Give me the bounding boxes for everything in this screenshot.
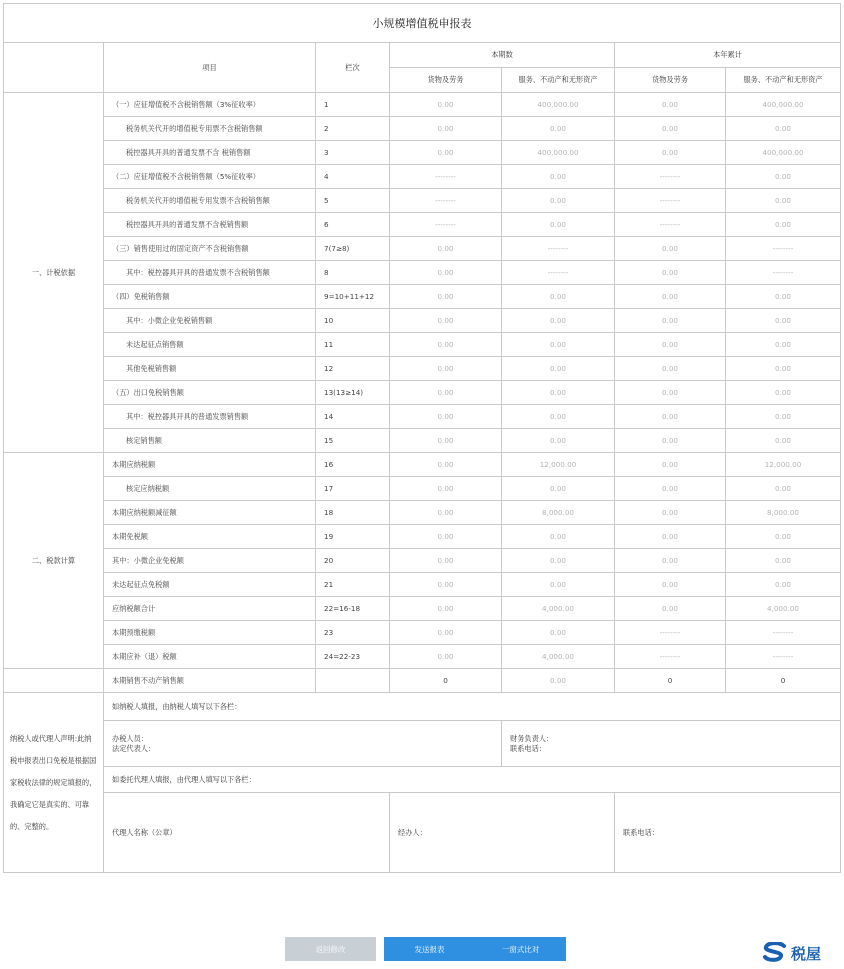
value-cell[interactable]: 0.00 (390, 333, 502, 357)
section-basis: 一、计税依据 (4, 93, 104, 453)
value-cell[interactable]: -------- (615, 213, 726, 237)
row-line-no: 14 (316, 405, 390, 429)
row-line-no: 12 (316, 357, 390, 381)
table-row (4, 477, 841, 501)
legal-rep-label: 法定代表人： (112, 743, 156, 753)
table-row (4, 645, 841, 669)
logo-text: 税屋 (791, 944, 822, 963)
row-item-label: 税务机关代开的增值税专用票不含税销售额 (104, 117, 316, 141)
value-cell[interactable]: 0.00 (502, 525, 615, 549)
table-row (4, 237, 841, 261)
value-cell[interactable]: 0.00 (390, 453, 502, 477)
table-row (4, 501, 841, 525)
table-row (4, 213, 841, 237)
value-cell[interactable]: 0.00 (390, 117, 502, 141)
value-cell[interactable]: 0.00 (390, 501, 502, 525)
value-cell[interactable]: 0.00 (390, 285, 502, 309)
table-row (4, 189, 841, 213)
table-row (4, 93, 841, 117)
value-cell[interactable]: 0.00 (502, 165, 615, 189)
row-line-no: 20 (316, 549, 390, 573)
agent-fill-note: 如委托代理人填报，由代理人填写以下各栏： (104, 767, 841, 793)
value-cell[interactable]: 0.00 (726, 525, 841, 549)
value-cell[interactable]: 0.00 (502, 549, 615, 573)
row-item-label: 核定应纳税额 (104, 477, 316, 501)
table-row (4, 117, 841, 141)
table-row (4, 549, 841, 573)
row-line-no: 24=22-23 (316, 645, 390, 669)
row-item-label: 应纳税额合计 (104, 597, 316, 621)
back-edit-button[interactable]: 返回修改 (285, 937, 376, 961)
row-item-label: 未达起征点免税额 (104, 573, 316, 597)
value-cell[interactable]: 0.00 (390, 93, 502, 117)
agent-operator-label: 经办人： (390, 793, 615, 873)
header-line-no: 栏次 (316, 43, 390, 93)
value-cell[interactable]: 0.00 (726, 381, 841, 405)
row-line-no: 6 (316, 213, 390, 237)
value-cell[interactable]: 12,000.00 (502, 453, 615, 477)
value-cell[interactable]: -------- (390, 165, 502, 189)
row-item-label: 其中：税控器具开具的普通发票销售额 (104, 405, 316, 429)
row-line-no: 10 (316, 309, 390, 333)
table-row (4, 381, 841, 405)
value-cell[interactable]: 0.00 (726, 213, 841, 237)
value-cell[interactable]: 400,000.00 (726, 93, 841, 117)
value-cell[interactable]: 0.00 (615, 501, 726, 525)
value-cell[interactable]: 0.00 (726, 309, 841, 333)
declaration-text: 纳税人或代理人声明:此纳税申报表出口免税是根据国家税收法律的规定填报的，我确定它是真实的、可靠的、完整的。 (4, 693, 104, 873)
row-item-label: （五）出口免税销售额 (104, 381, 316, 405)
value-cell[interactable]: 0.00 (390, 357, 502, 381)
value-cell[interactable]: 0.00 (390, 381, 502, 405)
header-services: 服务、不动产和无形资产 (502, 68, 615, 93)
value-cell[interactable]: 0.00 (502, 285, 615, 309)
value-cell[interactable]: 400,000.00 (502, 141, 615, 165)
value-cell[interactable]: 0.00 (502, 669, 615, 693)
value-cell[interactable]: 0.00 (502, 429, 615, 453)
table-row (4, 721, 841, 767)
finance-head-label: 财务负责人： (510, 733, 554, 743)
row-item-label: 本期预缴税额 (104, 621, 316, 645)
header-goods-ytd: 货物及劳务 (615, 68, 726, 93)
agent-name-label: 代理人名称（公章） (104, 793, 390, 873)
row-item-label: 税控器具开具的普通发票不含 税销售额 (104, 141, 316, 165)
value-cell[interactable]: 400,000.00 (502, 93, 615, 117)
value-cell[interactable]: 8,000.00 (502, 501, 615, 525)
table-row (4, 4, 841, 43)
logo-s-icon (762, 942, 788, 964)
value-cell[interactable]: 0.00 (390, 141, 502, 165)
extra-blank (4, 669, 104, 693)
row-item-label: 其中：小微企业免税额 (104, 549, 316, 573)
value-cell[interactable]: -------- (615, 645, 726, 669)
table-row (4, 621, 841, 645)
row-line-no: 9=10+11+12 (316, 285, 390, 309)
section-tax-calc: 二、税款计算 (4, 453, 104, 669)
value-cell[interactable]: 0.00 (390, 477, 502, 501)
row-line-no: 16 (316, 453, 390, 477)
action-bar (0, 937, 844, 965)
value-cell[interactable]: 0.00 (502, 189, 615, 213)
vat-return-table (3, 3, 841, 873)
row-line-no: 19 (316, 525, 390, 549)
value-cell[interactable]: 0.00 (615, 477, 726, 501)
table-row (4, 261, 841, 285)
value-cell[interactable]: 0.00 (502, 117, 615, 141)
value-cell[interactable]: 0.00 (726, 285, 841, 309)
row-line-no: 5 (316, 189, 390, 213)
row-item-label: 税务机关代开的增值税专用发票不含税销售额 (104, 189, 316, 213)
table-row (4, 525, 841, 549)
table-row (4, 165, 841, 189)
row-item-label: 本期销售不动产销售额 (104, 669, 316, 693)
value-cell[interactable]: 0.00 (726, 333, 841, 357)
row-line-no: 13(13≥14) (316, 381, 390, 405)
table-row (4, 43, 841, 68)
table-row (4, 453, 841, 477)
value-cell[interactable]: 0.00 (615, 237, 726, 261)
row-item-label: 其中：税控器具开具的普通发票不含税销售额 (104, 261, 316, 285)
value-cell[interactable]: 0.00 (726, 165, 841, 189)
row-item-label: 核定销售额 (104, 429, 316, 453)
page-title: 小规模增值税申报表 (4, 4, 841, 43)
value-cell[interactable]: 0.00 (390, 309, 502, 333)
value-cell[interactable]: 0.00 (615, 429, 726, 453)
value-cell[interactable]: 0 (390, 669, 502, 693)
value-cell[interactable]: -------- (615, 621, 726, 645)
value-cell[interactable]: 0.00 (390, 261, 502, 285)
value-cell[interactable]: 0.00 (615, 333, 726, 357)
row-item-label: 其中：小微企业免税销售额 (104, 309, 316, 333)
value-cell[interactable]: 0.00 (615, 381, 726, 405)
value-cell[interactable]: 0.00 (390, 621, 502, 645)
value-cell[interactable]: 0.00 (615, 309, 726, 333)
row-item-label: 本期应补（退）税额 (104, 645, 316, 669)
value-cell[interactable]: 0.00 (726, 477, 841, 501)
header-item: 项目 (104, 43, 316, 93)
value-cell[interactable]: 0.00 (726, 573, 841, 597)
value-cell[interactable]: 4,000.00 (726, 597, 841, 621)
value-cell[interactable]: 0 (615, 669, 726, 693)
row-line-no: 23 (316, 621, 390, 645)
row-line-no: 2 (316, 117, 390, 141)
compare-button[interactable]: 一窗式比对 (475, 937, 566, 961)
row-line-no: 15 (316, 429, 390, 453)
row-line-no: 17 (316, 477, 390, 501)
table-row (4, 693, 841, 721)
value-cell[interactable]: 0.00 (615, 357, 726, 381)
finance-block (502, 721, 841, 767)
table-row (4, 597, 841, 621)
row-line-no: 11 (316, 333, 390, 357)
header-current-period: 本期数 (390, 43, 615, 68)
header-services-ytd: 服务、不动产和无形资产 (726, 68, 841, 93)
table-row (4, 357, 841, 381)
header-year-total: 本年累计 (615, 43, 841, 68)
row-item-label: 本期免税额 (104, 525, 316, 549)
table-row (4, 141, 841, 165)
value-cell[interactable]: 0.00 (502, 357, 615, 381)
value-cell[interactable]: 0.00 (502, 573, 615, 597)
agent-phone-label: 联系电话： (615, 793, 841, 873)
value-cell[interactable]: 0.00 (615, 285, 726, 309)
value-cell[interactable]: 0.00 (502, 405, 615, 429)
row-item-label: 未达起征点销售额 (104, 333, 316, 357)
value-cell[interactable]: 4,000.00 (502, 597, 615, 621)
value-cell[interactable]: 0.00 (390, 573, 502, 597)
value-cell[interactable]: 400,000.00 (726, 141, 841, 165)
value-cell[interactable]: 0.00 (390, 525, 502, 549)
value-cell[interactable]: 0.00 (726, 429, 841, 453)
value-cell[interactable]: 0.00 (390, 237, 502, 261)
value-cell[interactable]: 0.00 (502, 381, 615, 405)
value-cell[interactable]: 0.00 (502, 621, 615, 645)
value-cell[interactable]: 0.00 (615, 525, 726, 549)
table-row (4, 285, 841, 309)
row-line-no: 1 (316, 93, 390, 117)
value-cell[interactable]: 0.00 (390, 405, 502, 429)
value-cell[interactable]: 0.00 (615, 573, 726, 597)
row-line-no: 18 (316, 501, 390, 525)
value-cell[interactable]: 0.00 (726, 405, 841, 429)
logo (762, 941, 821, 965)
row-item-label: （四）免税销售额 (104, 285, 316, 309)
value-cell[interactable]: -------- (726, 237, 841, 261)
value-cell[interactable]: 0.00 (390, 597, 502, 621)
value-cell[interactable]: 0.00 (615, 597, 726, 621)
row-item-label: （三）销售使用过的固定资产不含税销售额 (104, 237, 316, 261)
row-line-no: 4 (316, 165, 390, 189)
handler-block (104, 721, 502, 767)
header-goods: 货物及劳务 (390, 68, 502, 93)
row-item-label: （一）应征增值税不含税销售额（3%征收率） (104, 93, 316, 117)
value-cell[interactable]: -------- (726, 645, 841, 669)
value-cell[interactable]: -------- (390, 189, 502, 213)
table-row (4, 767, 841, 793)
value-cell[interactable]: 0.00 (615, 93, 726, 117)
value-cell[interactable]: 0.00 (615, 117, 726, 141)
row-line-no: 22=16-18 (316, 597, 390, 621)
handler-label: 办税人员： (112, 733, 148, 743)
row-line-no: 3 (316, 141, 390, 165)
value-cell[interactable]: 0.00 (726, 549, 841, 573)
header-blank (4, 43, 104, 93)
row-item-label: 本期应纳税额减征额 (104, 501, 316, 525)
value-cell[interactable]: -------- (502, 237, 615, 261)
table-row (4, 669, 841, 693)
value-cell[interactable]: 0.00 (390, 645, 502, 669)
row-item-label: 税控器具开具的普通发票不含税销售额 (104, 213, 316, 237)
row-line-no: 7(7≥8) (316, 237, 390, 261)
value-cell[interactable]: 0.00 (615, 141, 726, 165)
table-row (4, 309, 841, 333)
row-item-label: 本期应纳税额 (104, 453, 316, 477)
value-cell[interactable]: 0.00 (390, 429, 502, 453)
row-line-no: 21 (316, 573, 390, 597)
table-row (4, 573, 841, 597)
row-item-label: （二）应征增值税不含税销售额（5%征收率） (104, 165, 316, 189)
value-cell[interactable]: -------- (726, 261, 841, 285)
value-cell[interactable]: 0.00 (726, 189, 841, 213)
value-cell[interactable]: -------- (615, 165, 726, 189)
value-cell[interactable]: 0.00 (615, 453, 726, 477)
row-line-no (316, 669, 390, 693)
table-row (4, 333, 841, 357)
value-cell[interactable]: 0.00 (390, 549, 502, 573)
value-cell[interactable]: 0.00 (502, 477, 615, 501)
value-cell[interactable]: -------- (615, 189, 726, 213)
value-cell[interactable]: -------- (726, 621, 841, 645)
row-line-no: 8 (316, 261, 390, 285)
value-cell[interactable]: 0.00 (615, 549, 726, 573)
table-row (4, 793, 841, 873)
value-cell[interactable]: 0.00 (726, 357, 841, 381)
value-cell[interactable]: 8,000.00 (726, 501, 841, 525)
value-cell[interactable]: 0.00 (502, 333, 615, 357)
value-cell[interactable]: 0.00 (502, 309, 615, 333)
value-cell[interactable]: 0.00 (615, 405, 726, 429)
value-cell[interactable]: -------- (502, 261, 615, 285)
row-item-label: 其他免税销售额 (104, 357, 316, 381)
table-row (4, 405, 841, 429)
value-cell[interactable]: -------- (390, 213, 502, 237)
value-cell[interactable]: 12,000.00 (726, 453, 841, 477)
send-report-button[interactable]: 发送报表 (384, 937, 475, 961)
table-row (4, 429, 841, 453)
value-cell[interactable]: 0.00 (502, 213, 615, 237)
phone-label: 联系电话： (510, 743, 546, 753)
value-cell[interactable]: 0.00 (615, 261, 726, 285)
value-cell[interactable]: 0 (726, 669, 841, 693)
value-cell[interactable]: 4,000.00 (502, 645, 615, 669)
value-cell[interactable]: 0.00 (726, 117, 841, 141)
taxpayer-fill-note: 如纳税人填报，由纳税人填写以下各栏： (104, 693, 841, 721)
